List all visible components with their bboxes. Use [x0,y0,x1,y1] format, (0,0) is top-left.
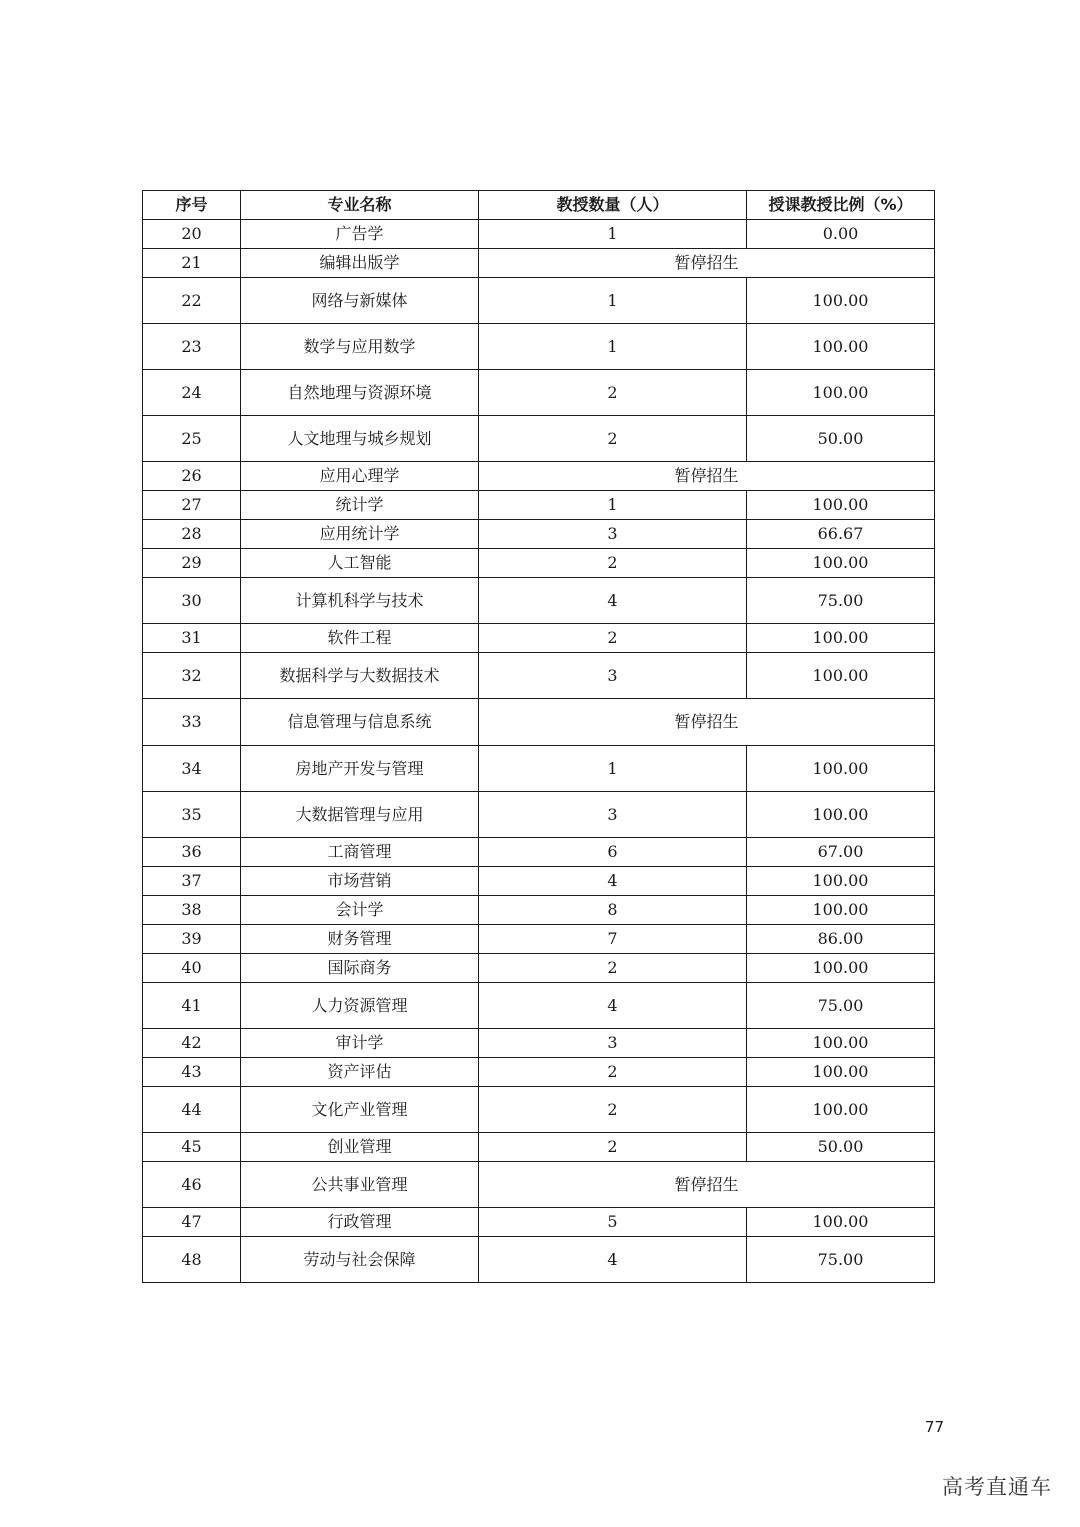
table-row [143,549,935,578]
major-name-cell: 人文地理与城乡规划 [241,416,479,462]
professor-count-cell: 1 [479,324,747,370]
professor-count-cell: 4 [479,867,747,896]
major-name-cell: 文化产业管理 [241,1087,479,1133]
teaching-ratio-cell: 75.00 [747,983,935,1029]
teaching-ratio-cell: 100.00 [747,653,935,699]
table-row [143,653,935,699]
major-name-cell: 审计学 [241,1029,479,1058]
table-row [143,1162,935,1208]
serial-number-cell: 48 [143,1237,241,1283]
major-name-cell: 人工智能 [241,549,479,578]
teaching-ratio-cell: 100.00 [747,1058,935,1087]
major-name-cell: 应用统计学 [241,520,479,549]
serial-number-cell: 22 [143,278,241,324]
professor-count-cell: 8 [479,896,747,925]
serial-number-cell: 31 [143,624,241,653]
major-name-cell: 自然地理与资源环境 [241,370,479,416]
table-row [143,578,935,624]
major-name-cell: 房地产开发与管理 [241,746,479,792]
professor-count-cell: 3 [479,1029,747,1058]
major-name-cell: 劳动与社会保障 [241,1237,479,1283]
serial-number-cell: 29 [143,549,241,578]
table-row [143,699,935,746]
table-row [143,624,935,653]
professor-count-cell: 2 [479,416,747,462]
teaching-ratio-cell: 100.00 [747,867,935,896]
serial-number-cell: 41 [143,983,241,1029]
teaching-ratio-cell: 100.00 [747,1087,935,1133]
major-name-cell: 市场营销 [241,867,479,896]
serial-number-cell: 34 [143,746,241,792]
major-name-cell: 编辑出版学 [241,249,479,278]
teaching-ratio-cell: 100.00 [747,491,935,520]
professor-count-cell: 1 [479,278,747,324]
serial-number-cell: 38 [143,896,241,925]
serial-number-cell: 26 [143,462,241,491]
professor-count-cell: 6 [479,838,747,867]
table-row [143,983,935,1029]
table-row [143,220,935,249]
table-row [143,1208,935,1237]
major-name-cell: 应用心理学 [241,462,479,491]
enrollment-status-cell: 暂停招生 [479,462,935,491]
serial-number-cell: 20 [143,220,241,249]
professor-count-cell: 1 [479,220,747,249]
enrollment-status-cell: 暂停招生 [479,249,935,278]
major-name-cell: 创业管理 [241,1133,479,1162]
serial-number-cell: 46 [143,1162,241,1208]
professor-ratio-table [142,190,935,1283]
professor-count-cell: 2 [479,370,747,416]
table-row [143,1058,935,1087]
serial-number-cell: 28 [143,520,241,549]
table-row [143,1237,935,1283]
major-name-cell: 计算机科学与技术 [241,578,479,624]
teaching-ratio-cell: 100.00 [747,324,935,370]
teaching-ratio-cell: 75.00 [747,578,935,624]
serial-number-cell: 30 [143,578,241,624]
professor-count-cell: 2 [479,954,747,983]
teaching-ratio-cell: 100.00 [747,1029,935,1058]
serial-number-cell: 40 [143,954,241,983]
serial-number-cell: 36 [143,838,241,867]
table-row [143,925,935,954]
table-row [143,324,935,370]
serial-number-cell: 25 [143,416,241,462]
header-major-name: 专业名称 [241,191,479,220]
teaching-ratio-cell: 67.00 [747,838,935,867]
enrollment-status-cell: 暂停招生 [479,699,935,746]
header-serial-number: 序号 [143,191,241,220]
table-row [143,896,935,925]
teaching-ratio-cell: 86.00 [747,925,935,954]
serial-number-cell: 42 [143,1029,241,1058]
professor-count-cell: 4 [479,578,747,624]
professor-count-cell: 3 [479,520,747,549]
teaching-ratio-cell: 50.00 [747,416,935,462]
serial-number-cell: 43 [143,1058,241,1087]
table-header-row [143,191,935,220]
serial-number-cell: 24 [143,370,241,416]
serial-number-cell: 32 [143,653,241,699]
major-name-cell: 信息管理与信息系统 [241,699,479,746]
major-name-cell: 公共事业管理 [241,1162,479,1208]
table-row [143,462,935,491]
teaching-ratio-cell: 100.00 [747,1208,935,1237]
teaching-ratio-cell: 75.00 [747,1237,935,1283]
teaching-ratio-cell: 100.00 [747,792,935,838]
teaching-ratio-cell: 100.00 [747,954,935,983]
teaching-ratio-cell: 50.00 [747,1133,935,1162]
major-name-cell: 会计学 [241,896,479,925]
professor-count-cell: 2 [479,1087,747,1133]
serial-number-cell: 21 [143,249,241,278]
teaching-ratio-cell: 100.00 [747,746,935,792]
professor-count-cell: 2 [479,624,747,653]
teaching-ratio-cell: 100.00 [747,549,935,578]
teaching-ratio-cell: 0.00 [747,220,935,249]
professor-count-cell: 3 [479,792,747,838]
watermark-text: 高考直通车 [942,1475,1052,1499]
table-row [143,416,935,462]
major-name-cell: 软件工程 [241,624,479,653]
teaching-ratio-cell: 100.00 [747,370,935,416]
major-name-cell: 资产评估 [241,1058,479,1087]
major-name-cell: 数据科学与大数据技术 [241,653,479,699]
table-row [143,1029,935,1058]
major-name-cell: 网络与新媒体 [241,278,479,324]
major-name-cell: 国际商务 [241,954,479,983]
serial-number-cell: 45 [143,1133,241,1162]
table-row [143,867,935,896]
table-row [143,278,935,324]
major-name-cell: 数学与应用数学 [241,324,479,370]
serial-number-cell: 27 [143,491,241,520]
professor-count-cell: 2 [479,549,747,578]
serial-number-cell: 35 [143,792,241,838]
teaching-ratio-cell: 100.00 [747,624,935,653]
professor-count-cell: 7 [479,925,747,954]
serial-number-cell: 33 [143,699,241,746]
major-name-cell: 大数据管理与应用 [241,792,479,838]
table-body [143,220,935,1283]
serial-number-cell: 37 [143,867,241,896]
professor-count-cell: 2 [479,1058,747,1087]
header-professor-count: 教授数量（人） [479,191,747,220]
major-name-cell: 人力资源管理 [241,983,479,1029]
header-teaching-ratio: 授课教授比例（%） [747,191,935,220]
teaching-ratio-cell: 100.00 [747,896,935,925]
table-row [143,1087,935,1133]
teaching-ratio-cell: 100.00 [747,278,935,324]
major-name-cell: 广告学 [241,220,479,249]
professor-count-cell: 4 [479,983,747,1029]
teaching-ratio-cell: 66.67 [747,520,935,549]
table-row [143,954,935,983]
major-name-cell: 工商管理 [241,838,479,867]
table-row [143,746,935,792]
major-name-cell: 财务管理 [241,925,479,954]
table-row [143,1133,935,1162]
enrollment-status-cell: 暂停招生 [479,1162,935,1208]
table-row [143,838,935,867]
serial-number-cell: 23 [143,324,241,370]
major-name-cell: 行政管理 [241,1208,479,1237]
professor-count-cell: 5 [479,1208,747,1237]
professor-count-cell: 1 [479,746,747,792]
professor-count-cell: 1 [479,491,747,520]
table-row [143,491,935,520]
table-row [143,249,935,278]
professor-count-cell: 2 [479,1133,747,1162]
professor-count-cell: 3 [479,653,747,699]
serial-number-cell: 39 [143,925,241,954]
serial-number-cell: 47 [143,1208,241,1237]
table-row [143,370,935,416]
professor-count-cell: 4 [479,1237,747,1283]
table-row [143,520,935,549]
page-number: 77 [924,1418,944,1436]
major-name-cell: 统计学 [241,491,479,520]
table-row [143,792,935,838]
serial-number-cell: 44 [143,1087,241,1133]
